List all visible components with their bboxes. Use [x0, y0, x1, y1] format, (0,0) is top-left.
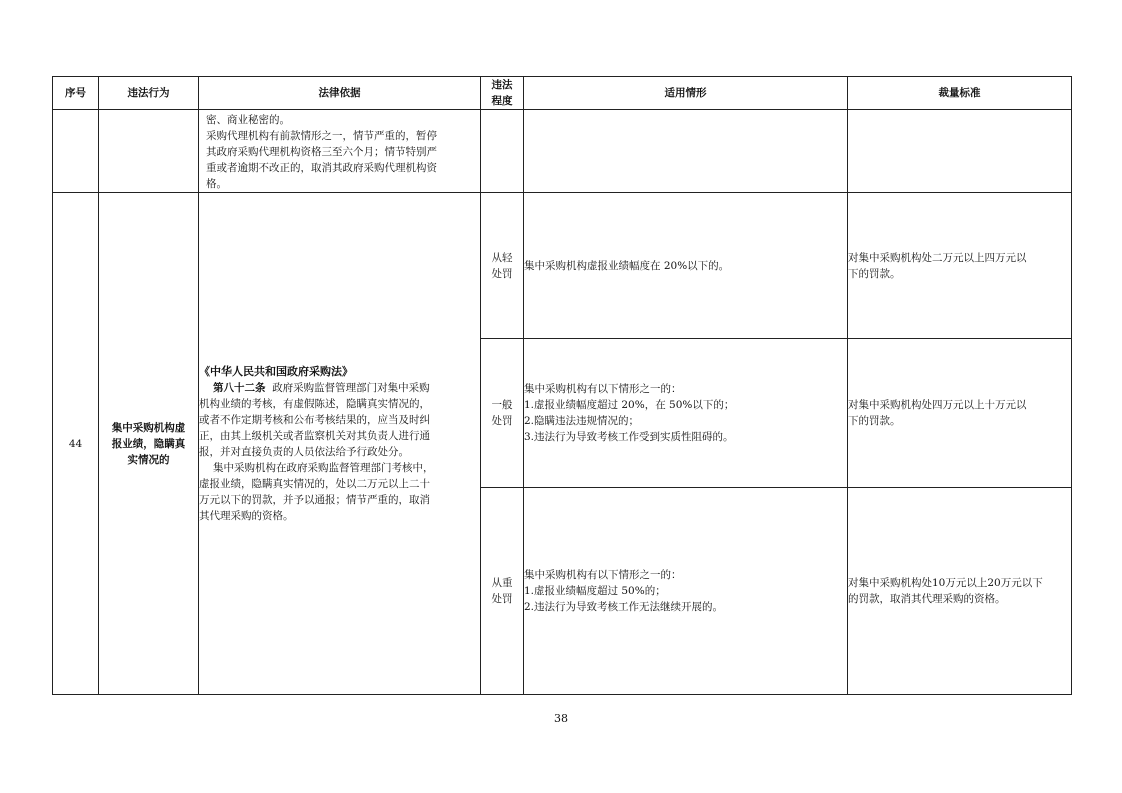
standard-line: 的罚款，取消其代理采购的资格。	[848, 593, 1006, 605]
standard-line: 下的罚款。	[848, 267, 901, 280]
header-standard: 裁量标准	[848, 77, 1072, 110]
cont-act-cell	[99, 110, 199, 193]
cont-basis-cell	[199, 110, 481, 193]
basis-line: 或者不作定期考核和公布考核结果的，应当及时纠	[199, 413, 430, 426]
standard-line: 对集中采购机构处二万元以上四万元以	[848, 251, 1027, 264]
cont-situation-cell	[524, 110, 848, 193]
degree-line: 一般	[491, 399, 513, 411]
cont-line: 格。	[206, 178, 227, 190]
basis-line: 集中采购机构在政府采购监督管理部门考核中，	[213, 461, 434, 474]
cont-basis-text	[199, 110, 480, 192]
situation-line: 集中采购机构虚报业绩幅度在 20%以下的。	[524, 259, 730, 272]
act-line: 报业绩，隐瞒真	[111, 437, 186, 450]
page-number: 38	[554, 712, 568, 725]
act-line: 实情况的	[127, 453, 170, 466]
law-title: 《中华人民共和国政府采购法》	[199, 364, 353, 378]
header-situation: 适用情形	[524, 77, 848, 110]
row44-seq: 44	[53, 193, 99, 695]
situation-line: 2.隐瞒违法违规情况的；	[524, 415, 640, 427]
basis-line: 虚报业绩，隐瞒真实情况的，处以二万元以上二十	[199, 477, 430, 490]
header-basis: 法律依据	[199, 77, 481, 110]
degree-heavy	[481, 488, 524, 695]
header-seq: 序号	[53, 77, 99, 110]
cont-standard-cell	[848, 110, 1072, 193]
cont-line: 密、商业秘密的。	[206, 114, 290, 126]
basis-line: 正，由其上级机关或者监察机关对其负责人进行通	[199, 429, 430, 442]
act-line: 集中采购机构虚	[111, 421, 186, 434]
basis-line: 万元以下的罚款，并予以通报；情节严重的，取消	[199, 493, 430, 506]
article-label: 第八十二条	[213, 381, 266, 394]
cont-line: 其政府采购代理机构资格三至六个月；情节特别严	[206, 146, 437, 158]
situation-heavy	[524, 488, 848, 695]
degree-line: 处罚	[491, 593, 513, 605]
basis-text: 政府采购监督管理部门对集中采购	[272, 381, 430, 394]
situation-normal	[524, 339, 848, 488]
basis-line: 其代理采购的资格。	[199, 509, 294, 522]
header-degree-line2: 程度	[491, 95, 513, 107]
basis-line	[199, 380, 480, 396]
degree-line: 处罚	[491, 267, 513, 280]
situation-line: 3.违法行为导致考核工作受到实质性阻碍的。	[524, 431, 734, 443]
situation-light	[524, 193, 848, 339]
standard-light	[848, 193, 1072, 339]
situation-line: 2.违法行为导致考核工作无法继续开展的。	[524, 601, 724, 613]
situation-line: 1.虚报业绩幅度超过 20%，在 50%以下的；	[524, 399, 735, 411]
basis-line: 报，并对直接负责的人员依法给予行政处分。	[199, 445, 409, 458]
situation-line: 1.虚报业绩幅度超过 50%的；	[524, 585, 666, 597]
basis-line: 机构业绩的考核，有虚假陈述，隐瞒真实情况的，	[199, 397, 430, 410]
standard-heavy	[848, 488, 1072, 695]
degree-line: 处罚	[491, 415, 513, 427]
degree-line: 从重	[491, 577, 513, 589]
header-act: 违法行为	[99, 77, 199, 110]
cont-line: 重或者逾期不改正的，取消其政府采购代理机构资	[206, 162, 437, 174]
continuation-row	[53, 110, 1072, 193]
header-degree-line1: 违法	[491, 79, 513, 91]
penalty-standard-table	[52, 76, 1072, 695]
table-header-row	[53, 77, 1072, 110]
standard-line: 对集中采购机构处10万元以上20万元以下	[848, 577, 1043, 589]
degree-normal	[481, 339, 524, 488]
standard-line: 对集中采购机构处四万元以上十万元以	[848, 399, 1027, 411]
cont-seq-cell	[53, 110, 99, 193]
standard-normal	[848, 339, 1072, 488]
situation-line: 集中采购机构有以下情形之一的：	[524, 383, 682, 395]
standard-line: 下的罚款。	[848, 415, 901, 427]
header-degree	[481, 77, 524, 110]
degree-light	[481, 193, 524, 339]
cont-line: 采购代理机构有前款情形之一，情节严重的，暂停	[206, 130, 437, 142]
row44-basis	[199, 193, 481, 695]
table-row	[53, 193, 1072, 339]
situation-line: 集中采购机构有以下情形之一的：	[524, 569, 682, 581]
cont-degree-cell	[481, 110, 524, 193]
degree-line: 从轻	[491, 251, 513, 264]
row44-act	[99, 193, 199, 695]
